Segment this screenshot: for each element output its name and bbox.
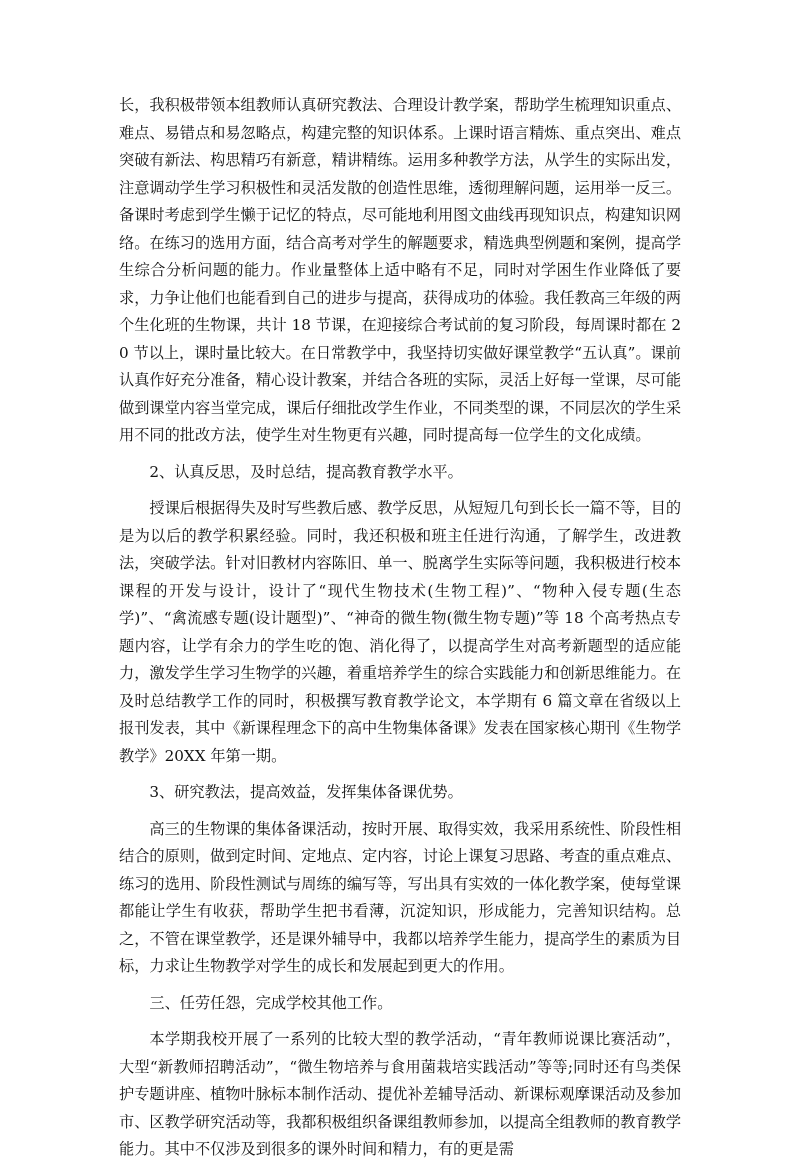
paragraph-teaching-methods: 长，我积极带领本组教师认真研究教法、合理设计教学案，帮助学生梳理知识重点、难点、易错点和易忽略点，构建完整的知识体系。上课时语言精炼、重点突出、难点突破有新法、构思精巧有新意，精讲精练。运用多种教学方法，从学生的实际出发，注意调动学生学习积极性和灵活发散的创造性思维，透彻理解问题，运用举一反三。备课时考虑到学生懒于记忆的特点，尽可能地利用图文曲线再现知识点，构建知识网络。在练习的选用方面，结合高考对学生的解题要求，精选典型例题和案例，提高学生综合分析问题的能力。作业量整体上适中略有不足，同时对学困生作业降低了要求，力争让他们也能看到自己的进步与提高，获得成功的体验。我任教高三年级的两个生化班的生物课，共计 18 节课，在迎接综合考试前的复习阶段，每周课时都在 20 节以上，课时量比较大。在日常教学中，我坚持切实做好课堂教学“五认真”。课前认真作好充分准备，精心设计教案，并结合各班的实际，灵活上好每一堂课，尽可能做到课堂内容当堂完成，课后仔细批改学生作业，不同类型的课，不同层次的学生采用不同的批改方法，使学生对生物更有兴趣，同时提高每一位学生的文化成绩。	[119, 96, 681, 444]
paragraph-collective-lesson-prep: 高三的生物课的集体备课活动，按时开展、取得实效，我采用系统性、阶段性相结合的原则，做到定时间、定地点、定内容，讨论上课复习思路、考查的重点难点、练习的选用、阶段性测试与周练的编写等，写出具有实效的一体化教学案，使每堂课都能让学生有收获，帮助学生把书看薄，沉淀知识，形成能力，完善知识结构。总之，不管在课堂教学，还是课外辅导中，我都以培养学生能力，提高学生的素质为目标，力求让生物教学对学生的成长和发展起到更大的作用。	[119, 819, 681, 975]
paragraph-reflection: 授课后根据得失及时写些教后感、教学反思，从短短几句到长长一篇不等，目的是为以后的教学积累经验。同时，我还积极和班主任进行沟通，了解学生，改进教法，突破学法。针对旧教材内容陈旧、单一、脱离学生实际等问题，我积极进行校本课程的开发与设计，设计了“现代生物技术(生物工程)”、“物种入侵专题(生态学)”、“禽流感专题(设计题型)”、“神奇的微生物(微生物专题)”等 18 个高考热点专题内容，让学有余力的学生吃的饱、消化得了，以提高学生对高考新题型的适应能力，激发学生学习生物学的兴趣，着重培养学生的综合实践能力和创新思维能力。在及时总结教学工作的同时，积极撰写教育教学论文，本学期有 6 篇文章在省级以上报刊发表，其中《新课程理念下的高中生物集体备课》发表在国家核心期刊《生物学教学》20XX 年第一期。	[119, 499, 681, 765]
section-heading-2: 2、认真反思，及时总结，提高教育教学水平。	[149, 462, 463, 481]
paragraph-school-activities: 本学期我校开展了一系列的比较大型的教学活动，“青年教师说课比赛活动”，大型“新教师招聘活动”，“微生物培养与食用菌栽培实践活动”等等;同时还有鸟类保护专题讲座、植物叶脉标本制作活动、提优补差辅导活动、新课标观摩课活动及参加市、区教学研究活动等，我都积极组织备课组教师参加，以提高全组教师的教育教学能力。其中不仅涉及到很多的课外时间和精力，有的更是需	[119, 1030, 681, 1158]
section-heading-3: 3、研究教法，提高效益，发挥集体备课优势。	[149, 783, 463, 801]
document-page	[119, 92, 681, 1164]
section-heading-other-work: 三、任劳任怨，完成学校其他工作。	[149, 993, 393, 1012]
